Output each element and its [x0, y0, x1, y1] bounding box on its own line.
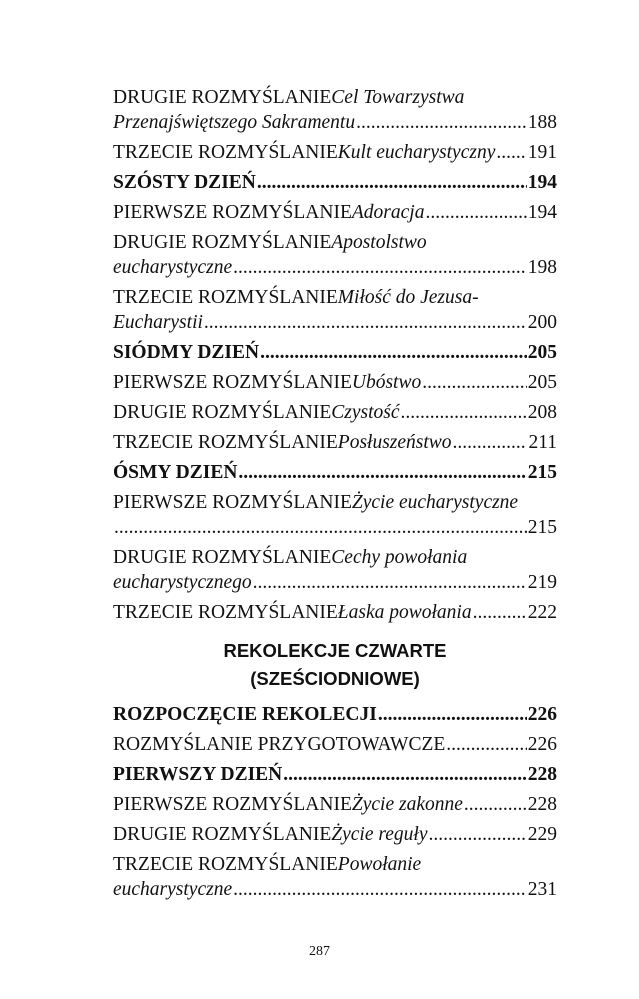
- entry-title: Powołanie: [337, 854, 422, 875]
- dot-leader: [204, 310, 527, 335]
- toc-entry: [113, 792, 557, 817]
- entry-label: DRUGIE ROZMYŚLANIE: [113, 87, 332, 108]
- dot-leader: [428, 822, 526, 847]
- entry-label: PIERWSZE ROZMYŚLANIE: [113, 492, 352, 513]
- entry-title-continued: Eucharystii: [113, 312, 203, 333]
- entry-title: Posłuszeństwo: [337, 432, 452, 453]
- entry-page: 188: [527, 112, 557, 133]
- entry-page: 211: [528, 432, 557, 453]
- toc-entry: [113, 285, 557, 335]
- entry-page: 229: [527, 824, 557, 845]
- table-of-contents: [113, 85, 557, 907]
- entry-line: [113, 310, 557, 335]
- dot-leader: [422, 370, 527, 395]
- entry-label: TRZECIE ROZMYŚLANIE: [113, 602, 338, 623]
- dot-leader: [233, 877, 527, 902]
- entry-line: [113, 877, 557, 902]
- dot-leader: [446, 732, 526, 757]
- entry-line: [113, 762, 557, 787]
- toc-entry: [113, 852, 557, 902]
- entry-title: Adoracja: [351, 202, 425, 223]
- entry-page: 226: [527, 734, 557, 755]
- dot-leader: [453, 430, 528, 455]
- toc-day-entry: [113, 702, 557, 727]
- entry-line: [113, 515, 557, 540]
- entry-page: 194: [527, 172, 557, 193]
- entry-line: [113, 200, 557, 225]
- entry-page: 222: [527, 602, 557, 623]
- page-number: 287: [309, 944, 330, 959]
- dot-leader: [253, 570, 527, 595]
- entry-title: Miłość do Jezusa-: [337, 287, 479, 308]
- entry-page: 219: [527, 572, 557, 593]
- entry-line: [113, 852, 557, 877]
- toc-day-entry: [113, 460, 557, 485]
- entry-label: DRUGIE ROZMYŚLANIE: [113, 824, 332, 845]
- dot-leader: [238, 460, 526, 485]
- section-heading-line: (SZEŚCIODNIOWE): [250, 668, 420, 689]
- toc-entry: [113, 732, 557, 757]
- section-heading: [113, 637, 557, 693]
- toc-entry: [113, 822, 557, 847]
- entry-line: [113, 140, 557, 165]
- entry-label: SZÓSTY DZIEŃ: [113, 172, 256, 193]
- entry-line: [113, 430, 557, 455]
- entry-page: 198: [527, 257, 557, 278]
- entry-line: [113, 170, 557, 195]
- entry-label: TRZECIE ROZMYŚLANIE: [113, 142, 338, 163]
- toc-entry: [113, 230, 557, 280]
- entry-label: PIERWSZE ROZMYŚLANIE: [113, 794, 352, 815]
- dot-leader: [425, 200, 526, 225]
- toc-day-entry: [113, 170, 557, 195]
- entry-title-continued: eucharystyczne: [113, 257, 233, 278]
- entry-label: PIERWSZY DZIEŃ: [113, 764, 283, 785]
- entry-title: Łaska powołania: [337, 602, 472, 623]
- toc-entry: [113, 200, 557, 225]
- entry-line: [113, 230, 557, 255]
- entry-line: [113, 600, 557, 625]
- toc-entry: [113, 140, 557, 165]
- entry-label: ÓSMY DZIEŃ: [113, 462, 238, 483]
- dot-leader: [257, 170, 527, 195]
- entry-line: [113, 732, 557, 757]
- toc-day-entry: [113, 340, 557, 365]
- entry-page: 205: [527, 372, 557, 393]
- entry-title: Życie reguły: [331, 824, 428, 845]
- entry-page: 215: [527, 462, 557, 483]
- entry-label: PIERWSZE ROZMYŚLANIE: [113, 372, 352, 393]
- entry-line: [113, 822, 557, 847]
- entry-label: TRZECIE ROZMYŚLANIE: [113, 287, 338, 308]
- entry-title: Cel Towarzystwa: [331, 87, 465, 108]
- entry-label: SIÓDMY DZIEŃ: [113, 342, 260, 363]
- entry-title: Ubóstwo: [351, 372, 422, 393]
- dot-leader: [283, 762, 526, 787]
- dot-leader: [260, 340, 527, 365]
- entry-label: PIERWSZE ROZMYŚLANIE: [113, 202, 352, 223]
- section-heading-line: REKOLEKCJE CZWARTE: [223, 640, 447, 661]
- entry-page: 205: [527, 342, 557, 363]
- entry-page: 208: [527, 402, 557, 423]
- entry-line: [113, 570, 557, 595]
- toc-entry: [113, 85, 557, 135]
- dot-leader: [401, 400, 527, 425]
- toc-entry: [113, 600, 557, 625]
- dot-leader: [233, 255, 527, 280]
- entry-line: [113, 400, 557, 425]
- dot-leader: [114, 515, 527, 540]
- entry-label: DRUGIE ROZMYŚLANIE: [113, 232, 332, 253]
- entry-line: [113, 460, 557, 485]
- entry-title: Życie eucharystyczne: [351, 492, 519, 513]
- toc-entry: [113, 490, 557, 540]
- entry-page: 194: [527, 202, 557, 223]
- entry-label: DRUGIE ROZMYŚLANIE: [113, 402, 332, 423]
- entry-page: 228: [527, 764, 557, 785]
- entry-page: 228: [527, 794, 557, 815]
- entry-title: Cechy powołania: [331, 547, 468, 568]
- toc-entry: [113, 370, 557, 395]
- entry-title: Kult eucharystyczny: [337, 142, 496, 163]
- toc-entry: [113, 400, 557, 425]
- toc-entry: [113, 430, 557, 455]
- entry-title: Apostolstwo: [331, 232, 427, 253]
- entry-title-continued: eucharystyczne: [113, 879, 233, 900]
- entry-page: 226: [527, 704, 557, 725]
- entry-label: TRZECIE ROZMYŚLANIE: [113, 854, 338, 875]
- entry-title-continued: eucharystycznego: [113, 572, 252, 593]
- entry-title: Czystość: [331, 402, 400, 423]
- entry-title: Życie zakonne: [351, 794, 463, 815]
- entry-label: ROZMYŚLANIE PRZYGOTOWAWCZE: [113, 734, 446, 755]
- entry-line: [113, 545, 557, 570]
- entry-line: [113, 85, 557, 110]
- entry-page: 215: [527, 517, 557, 538]
- dot-leader: [496, 140, 526, 165]
- entry-page: 191: [527, 142, 557, 163]
- entry-page: 200: [527, 312, 557, 333]
- dot-leader: [356, 110, 527, 135]
- entry-label: DRUGIE ROZMYŚLANIE: [113, 547, 332, 568]
- dot-leader: [378, 702, 527, 727]
- entry-label: ROZPOCZĘCIE REKOLECJI: [113, 704, 377, 725]
- entry-page: 231: [527, 879, 557, 900]
- entry-title-continued: Przenajświętszego Sakramentu: [113, 112, 356, 133]
- entry-line: [113, 490, 557, 515]
- dot-leader: [464, 792, 527, 817]
- dot-leader: [473, 600, 527, 625]
- entry-label: TRZECIE ROZMYŚLANIE: [113, 432, 338, 453]
- entry-line: [113, 792, 557, 817]
- toc-entry: [113, 545, 557, 595]
- entry-line: [113, 370, 557, 395]
- entry-line: [113, 702, 557, 727]
- entry-line: [113, 285, 557, 310]
- toc-day-entry: [113, 762, 557, 787]
- entry-line: [113, 255, 557, 280]
- entry-line: [113, 110, 557, 135]
- entry-line: [113, 340, 557, 365]
